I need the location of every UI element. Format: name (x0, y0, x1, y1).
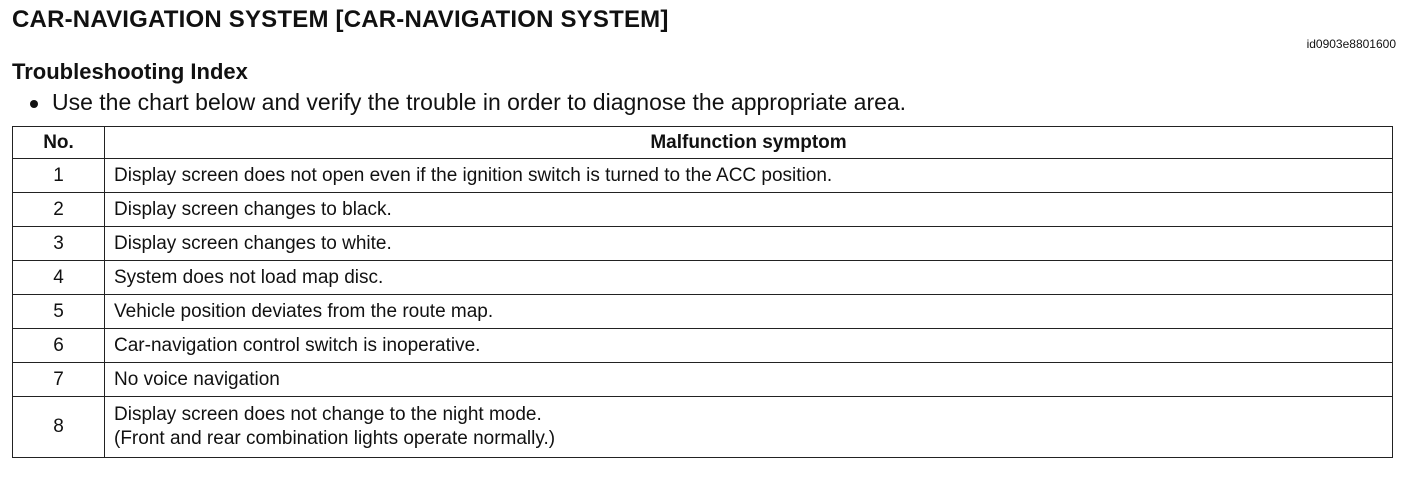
symptom-line: Display screen changes to white. (114, 232, 392, 254)
symptom-line: (Front and rear combination lights operate normally.) (114, 428, 556, 449)
symptom-line: Display screen changes to black. (114, 198, 392, 220)
row-number: 7 (13, 363, 105, 397)
symptom-line: Vehicle position deviates from the route map. (114, 300, 494, 322)
table-row (13, 261, 1393, 295)
malfunction-symptom (105, 397, 1393, 458)
table-row (13, 159, 1393, 193)
table-row (13, 329, 1393, 363)
malfunction-symptom (105, 363, 1393, 397)
table-body (13, 159, 1393, 458)
section-heading: Troubleshooting Index (12, 59, 248, 84)
table-row (13, 227, 1393, 261)
row-number: 2 (13, 193, 105, 227)
symptom-line: No voice navigation (114, 368, 280, 390)
symptom-line: Display screen does not open even if the ignition switch is turned to the ACC position. (114, 164, 833, 186)
table-row (13, 295, 1393, 329)
instruction-text: Use the chart below and verify the trouble in order to diagnose the appropriate area. (52, 89, 907, 115)
row-number: 6 (13, 329, 105, 363)
table-row (13, 397, 1393, 458)
table-row (13, 193, 1393, 227)
malfunction-symptom (105, 193, 1393, 227)
document-title: CAR-NAVIGATION SYSTEM [CAR-NAVIGATION SYSTEM] (12, 6, 669, 33)
malfunction-symptom (105, 329, 1393, 363)
symptom-line: Display screen does not change to the night mode. (114, 404, 542, 425)
malfunction-symptom (105, 227, 1393, 261)
column-header-no: No. (13, 127, 105, 159)
row-number: 8 (13, 397, 105, 458)
symptom-line: Car-navigation control switch is inoperative. (114, 334, 481, 356)
symptom-line: System does not load map disc. (114, 266, 384, 288)
row-number: 4 (13, 261, 105, 295)
row-number: 5 (13, 295, 105, 329)
malfunction-symptom (105, 159, 1393, 193)
row-number: 3 (13, 227, 105, 261)
instruction-item (30, 89, 906, 116)
table-header-row (13, 127, 1393, 159)
row-number: 1 (13, 159, 105, 193)
malfunction-symptom (105, 261, 1393, 295)
table-row (13, 363, 1393, 397)
troubleshooting-table (12, 126, 1393, 458)
malfunction-symptom (105, 295, 1393, 329)
document-id: id0903e8801600 (1306, 37, 1396, 51)
bullet-icon (30, 100, 38, 108)
column-header-symptom: Malfunction symptom (105, 127, 1393, 159)
